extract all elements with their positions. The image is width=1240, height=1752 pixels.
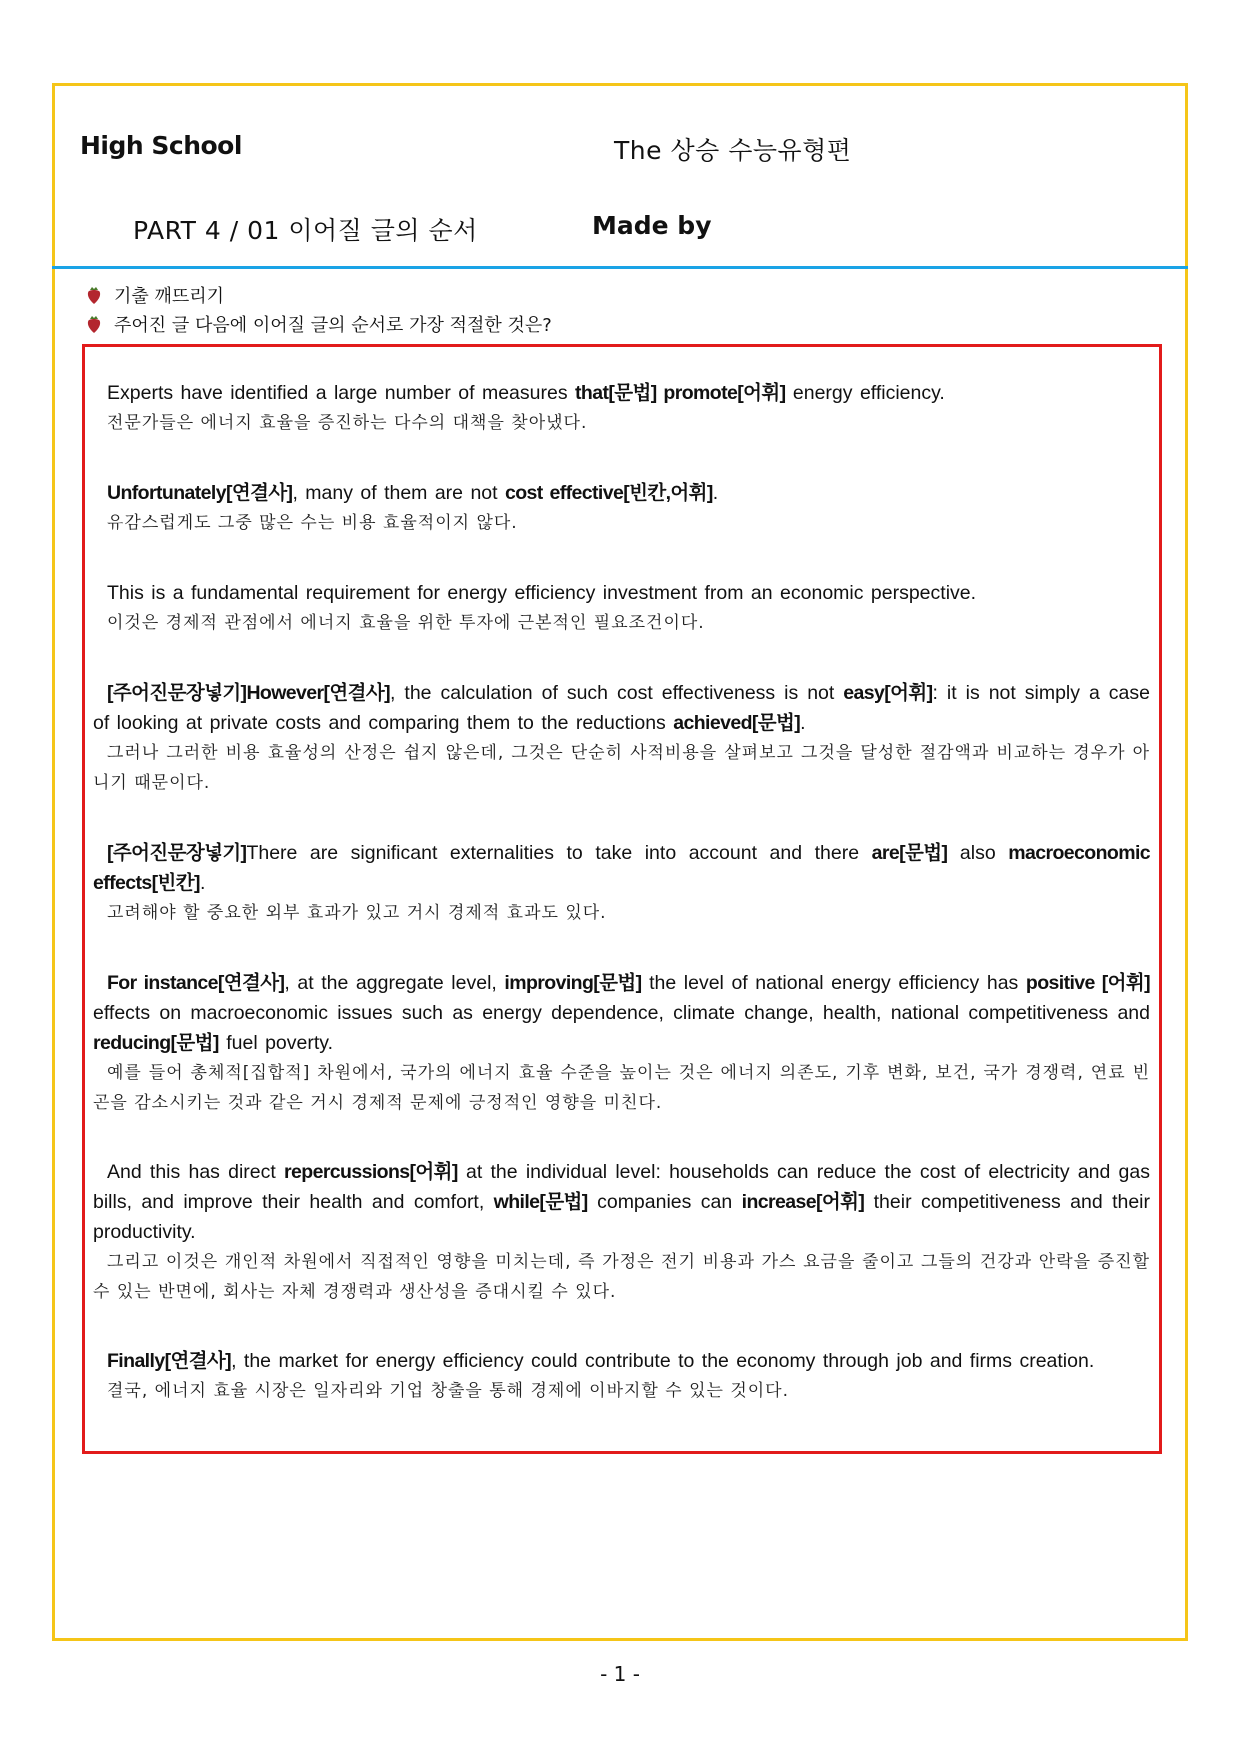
- bullet-item: [86, 282, 224, 308]
- annotated-term: Unfortunately[연결사]: [107, 482, 293, 504]
- sentence-text: , the market for energy efficiency could contribute to the economy through job and firms creation.: [231, 1350, 1095, 1372]
- sentence-text: .: [712, 482, 719, 504]
- english-sentence: [93, 1346, 1150, 1376]
- header-school: High School: [80, 131, 242, 160]
- bullet-item: [86, 311, 552, 337]
- sentence-text: the level of national energy efficiency has: [641, 972, 1026, 994]
- sentence-text: : it is not simply a case of looking at private costs and comparing them to the reductions: [93, 682, 1150, 734]
- korean-translation: 유감스럽게도 그중 많은 수는 비용 효율적이지 않다.: [107, 513, 518, 533]
- annotated-term: reducing[문법]: [93, 1032, 219, 1054]
- annotated-term: macroeconomic effects[빈칸]: [93, 842, 1151, 894]
- annotated-term: repercussions[어휘]: [284, 1161, 458, 1183]
- korean-translation: 고려해야 할 중요한 외부 효과가 있고 거시 경제적 효과도 있다.: [107, 903, 607, 923]
- annotated-term: increase[어휘]: [741, 1191, 865, 1213]
- english-sentence: [93, 838, 1150, 898]
- sentence-text: This is a fundamental requirement for energy efficiency investment from an economic perspective.: [107, 582, 977, 604]
- header-divider: [52, 266, 1188, 269]
- annotated-term: while[문법]: [493, 1191, 588, 1213]
- annotated-term: improving[문법]: [504, 972, 642, 994]
- korean-translation: 이것은 경제적 관점에서 에너지 효율을 위한 투자에 근본적인 필요조건이다.: [107, 613, 705, 633]
- passage-paragraph: [93, 1157, 1150, 1307]
- header-part: PART 4 / 01 이어질 글의 순서: [133, 216, 478, 245]
- passage-paragraph: [93, 968, 1150, 1118]
- annotated-term: [주어진문장넣기]: [107, 842, 247, 864]
- annotated-term: that[문법] promote[어휘]: [575, 382, 786, 404]
- annotated-term: positive [어휘]: [1025, 972, 1151, 994]
- sentence-text: energy efficiency.: [785, 382, 945, 404]
- header-made-by: Made by: [592, 211, 712, 240]
- annotated-term: achieved[문법]: [673, 712, 801, 734]
- sentence-text: , the calculation of such cost effectiveness is not: [390, 682, 844, 704]
- korean-translation: 그러나 그러한 비용 효율성의 산정은 쉽지 않은데, 그것은 단순히 사적비용을 살펴보고 그것을 달성한 절감액과 비교하는 경우가 아니기 때문이다.: [93, 743, 1150, 793]
- annotated-term: easy[어휘]: [843, 682, 933, 704]
- annotated-term: are[문법]: [871, 842, 948, 864]
- korean-translation: 예를 들어 총체적[집합적] 차원에서, 국가의 에너지 효율 수준을 높이는 것은 에너지 의존도, 기후 변화, 보건, 국가 경쟁력, 연료 빈곤을 감소시키는 것과 같은 거시 경제적 문제에 긍정적인 영향을 미친다.: [93, 1063, 1150, 1113]
- annotated-term: [주어진문장넣기]However[연결사]: [107, 682, 391, 704]
- sentence-text: fuel poverty.: [218, 1032, 334, 1054]
- sentence-text: also: [947, 842, 1009, 864]
- sentence-text: Experts have identified a large number of measures: [107, 382, 575, 404]
- annotated-term: Finally[연결사]: [107, 1350, 232, 1372]
- passage-paragraph: [93, 378, 1150, 438]
- passage-paragraph: [93, 678, 1150, 798]
- sentence-text: .: [800, 712, 806, 734]
- korean-translation: 그리고 이것은 개인적 차원에서 직접적인 영향을 미치는데, 즉 가정은 전기 비용과 가스 요금을 줄이고 그들의 건강과 안락을 증진할 수 있는 반면에, 회사는 자체 경쟁력과 생산성을 증대시킬 수 있다.: [93, 1252, 1150, 1302]
- strawberry-icon: [86, 286, 102, 305]
- strawberry-icon: [86, 315, 102, 334]
- sentence-text: effects on macroeconomic issues such as energy dependence, climate change, health, national competitiveness and: [93, 1002, 1150, 1024]
- english-sentence: [93, 678, 1150, 738]
- passage-paragraph: [93, 1346, 1150, 1406]
- english-sentence: [93, 968, 1150, 1058]
- annotated-term: For instance[연결사]: [107, 972, 285, 994]
- english-sentence: [93, 578, 1150, 608]
- english-sentence: [93, 478, 1150, 508]
- english-sentence: [93, 1157, 1150, 1247]
- sentence-text: , many of them are not: [292, 482, 505, 504]
- korean-translation: 결국, 에너지 효율 시장은 일자리와 기업 창출을 통해 경제에 이바지할 수 있는 것이다.: [107, 1381, 790, 1401]
- page-number: - 1 -: [600, 1662, 640, 1686]
- header-book-title: The 상승 수능유형편: [614, 136, 852, 165]
- sentence-text: at the individual level: households can reduce the cost of electricity and gas bills, and improve their health and comfort,: [93, 1161, 1150, 1213]
- sentence-text: And this has direct: [107, 1161, 285, 1183]
- question-prompt: 주어진 글 다음에 이어질 글의 순서로 가장 적절한 것은?: [114, 315, 552, 336]
- sentence-text: .: [199, 872, 206, 894]
- korean-translation: 전문가들은 에너지 효율을 증진하는 다수의 대책을 찾아냈다.: [107, 413, 588, 433]
- passage-paragraph: [93, 838, 1150, 928]
- sentence-text: companies can: [587, 1191, 742, 1213]
- bullet-label: 기출 깨뜨리기: [114, 286, 225, 307]
- passage-paragraph: [93, 578, 1150, 638]
- annotated-term: cost effective[빈칸,어휘]: [504, 482, 713, 504]
- sentence-text: There are significant externalities to take into account and there: [246, 842, 872, 864]
- sentence-text: , at the aggregate level,: [284, 972, 505, 994]
- passage-paragraph: [93, 478, 1150, 538]
- english-sentence: [93, 378, 1150, 408]
- sentence-text: their competitiveness and their productivity.: [93, 1191, 1151, 1243]
